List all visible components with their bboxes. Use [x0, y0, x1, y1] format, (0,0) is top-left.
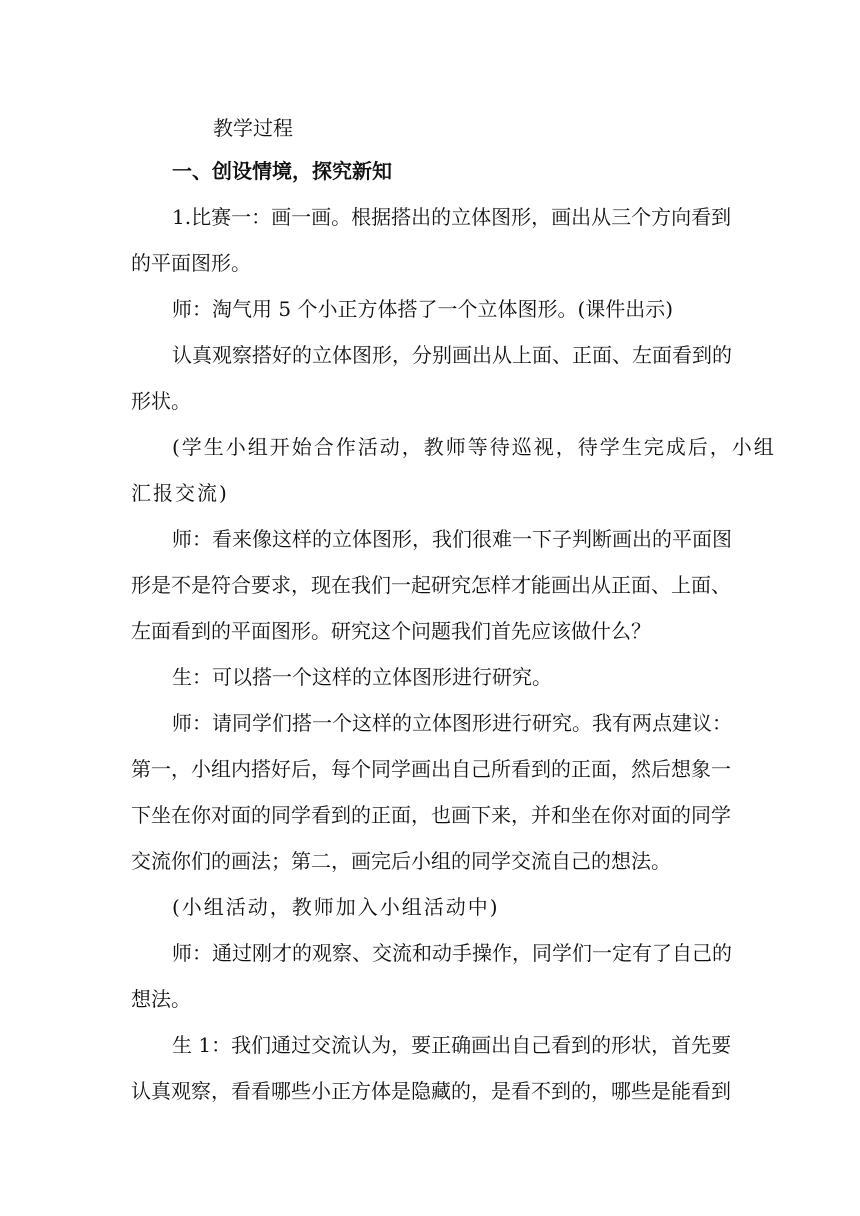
paragraph-line: 认真观察搭好的立体图形，分别画出从上面、正面、左面看到的 [172, 343, 732, 367]
paragraph-line: 交流你们的画法；第二，画完后小组的同学交流自己的想法。 [131, 849, 671, 873]
paragraph-line: 左面看到的平面图形。研究这个问题我们首先应该做什么？ [131, 619, 651, 643]
paragraph-line: 师：通过刚才的观察、交流和动手操作，同学们一定有了自己的 [172, 941, 732, 965]
paragraph-line: 1.比赛一：画一画。根据搭出的立体图形，画出从三个方向看到 [172, 205, 732, 229]
heading: 教学过程 [213, 116, 293, 140]
paragraph-line: 师：看来像这样的立体图形，我们很难一下子判断画出的平面图 [172, 527, 732, 551]
paragraph-line: 生 1：我们通过交流认为，要正确画出自己看到的形状，首先要 [172, 1033, 732, 1057]
paragraph-line: 认真观察，看看哪些小正方体是隐藏的，是看不到的，哪些是能看到 [131, 1079, 731, 1103]
paragraph-line: 生：可以搭一个这样的立体图形进行研究。 [172, 665, 552, 689]
paragraph-line: 汇报交流) [131, 481, 229, 505]
paragraph-line: 下坐在你对面的同学看到的正面，也画下来，并和坐在你对面的同学 [131, 803, 731, 827]
section-title: 一、创设情境，探究新知 [172, 159, 392, 183]
paragraph-line: 师：请同学们搭一个这样的立体图形进行研究。我有两点建议： [172, 711, 732, 735]
paragraph-line: (学生小组开始合作活动，教师等待巡视，待学生完成后，小组 [172, 435, 776, 459]
paragraph-line: 的平面图形。 [131, 251, 251, 275]
paragraph-line: 师：淘气用 5 个小正方体搭了一个立体图形。(课件出示) [172, 297, 674, 321]
paragraph-line: 形状。 [131, 389, 191, 413]
paragraph-line: 想法。 [131, 987, 191, 1011]
paragraph-line: 第一，小组内搭好后，每个同学画出自己所看到的正面，然后想象一 [131, 757, 731, 781]
paragraph-line: 形是不是符合要求，现在我们一起研究怎样才能画出从正面、上面、 [131, 573, 731, 597]
paragraph-line: (小组活动，教师加入小组活动中) [172, 895, 500, 919]
